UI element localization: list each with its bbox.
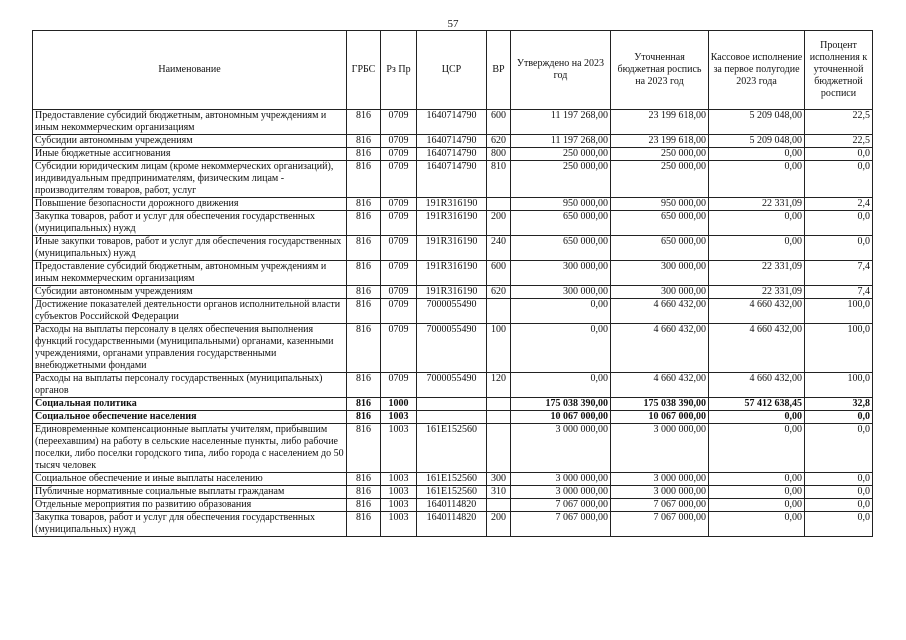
cell-vr: 310 <box>487 486 511 499</box>
cell-percent: 0,0 <box>805 211 873 236</box>
cell-approved: 0,00 <box>511 299 611 324</box>
cell-name: Социальное обеспечение и иные выплаты населению <box>33 473 347 486</box>
cell-cash: 0,00 <box>709 473 805 486</box>
cell-name: Субсидии юридическим лицам (кроме некоммерческих организаций), индивидуальным предпринимателям, физическим лицам - производителям товаров, работ, услуг <box>33 161 347 198</box>
table-row <box>33 299 873 324</box>
table-header-row <box>33 31 873 110</box>
cell-csr: 161E152560 <box>417 473 487 486</box>
cell-grbs: 816 <box>347 148 381 161</box>
cell-grbs: 816 <box>347 261 381 286</box>
cell-csr: 1640714790 <box>417 161 487 198</box>
cell-grbs: 816 <box>347 161 381 198</box>
cell-approved: 3 000 000,00 <box>511 424 611 473</box>
cell-vr <box>487 398 511 411</box>
cell-rzpr: 0709 <box>381 373 417 398</box>
cell-percent: 7,4 <box>805 286 873 299</box>
cell-name: Единовременные компенсационные выплаты учителям, прибывшим (переехавшим) на работу в сельские населенные пункты, либо рабочие поселки, либо поселки городского типа, либо города с населением до 50 тысяч человек <box>33 424 347 473</box>
table-row <box>33 148 873 161</box>
header-cash: Кассовое исполнение за первое полугодие 2023 года <box>709 31 805 110</box>
cell-csr: 191R316190 <box>417 198 487 211</box>
cell-approved: 11 197 268,00 <box>511 135 611 148</box>
cell-refined: 10 067 000,00 <box>611 411 709 424</box>
cell-name: Достижение показателей деятельности органов исполнительной власти субъектов Российской Федерации <box>33 299 347 324</box>
cell-name: Расходы на выплаты персоналу в целях обеспечения выполнения функций государственными (муниципальными) органами, казенными учреждениями, органами управления государственными внебюджетными фондами <box>33 324 347 373</box>
cell-percent: 32,8 <box>805 398 873 411</box>
cell-grbs: 816 <box>347 373 381 398</box>
cell-cash: 22 331,09 <box>709 261 805 286</box>
cell-approved: 175 038 390,00 <box>511 398 611 411</box>
cell-rzpr: 1000 <box>381 398 417 411</box>
table-row <box>33 324 873 373</box>
header-percent: Процент исполнения к уточненной бюджетной росписи <box>805 31 873 110</box>
cell-approved: 250 000,00 <box>511 161 611 198</box>
cell-csr: 161E152560 <box>417 424 487 473</box>
cell-refined: 650 000,00 <box>611 211 709 236</box>
cell-percent: 7,4 <box>805 261 873 286</box>
cell-percent: 22,5 <box>805 110 873 135</box>
cell-csr: 191R316190 <box>417 261 487 286</box>
cell-name: Отдельные мероприятия по развитию образования <box>33 499 347 512</box>
cell-vr: 600 <box>487 261 511 286</box>
cell-grbs: 816 <box>347 499 381 512</box>
cell-rzpr: 1003 <box>381 512 417 537</box>
cell-refined: 650 000,00 <box>611 236 709 261</box>
cell-approved: 950 000,00 <box>511 198 611 211</box>
cell-approved: 300 000,00 <box>511 286 611 299</box>
header-grbs: ГРБС <box>347 31 381 110</box>
cell-rzpr: 1003 <box>381 499 417 512</box>
cell-name: Предоставление субсидий бюджетным, автономным учреждениям и иным некоммерческим организациям <box>33 261 347 286</box>
cell-approved: 250 000,00 <box>511 148 611 161</box>
table-row <box>33 411 873 424</box>
cell-refined: 175 038 390,00 <box>611 398 709 411</box>
cell-cash: 57 412 638,45 <box>709 398 805 411</box>
cell-cash: 0,00 <box>709 236 805 261</box>
cell-refined: 3 000 000,00 <box>611 424 709 473</box>
cell-approved: 650 000,00 <box>511 236 611 261</box>
cell-vr: 300 <box>487 473 511 486</box>
header-approved: Утверждено на 2023 год <box>511 31 611 110</box>
cell-percent: 0,0 <box>805 411 873 424</box>
cell-csr: 191R316190 <box>417 286 487 299</box>
cell-cash: 0,00 <box>709 148 805 161</box>
cell-name: Иные бюджетные ассигнования <box>33 148 347 161</box>
cell-vr: 620 <box>487 135 511 148</box>
cell-percent: 0,0 <box>805 486 873 499</box>
cell-cash: 22 331,09 <box>709 198 805 211</box>
cell-csr: 191R316190 <box>417 236 487 261</box>
cell-approved: 3 000 000,00 <box>511 473 611 486</box>
cell-rzpr: 0709 <box>381 148 417 161</box>
cell-grbs: 816 <box>347 286 381 299</box>
cell-csr <box>417 398 487 411</box>
cell-percent: 0,0 <box>805 424 873 473</box>
cell-csr: 7000055490 <box>417 324 487 373</box>
cell-refined: 23 199 618,00 <box>611 135 709 148</box>
cell-grbs: 816 <box>347 411 381 424</box>
cell-refined: 250 000,00 <box>611 161 709 198</box>
header-vr: ВР <box>487 31 511 110</box>
cell-approved: 3 000 000,00 <box>511 486 611 499</box>
cell-percent: 0,0 <box>805 473 873 486</box>
cell-csr: 161E152560 <box>417 486 487 499</box>
cell-cash: 0,00 <box>709 411 805 424</box>
cell-grbs: 816 <box>347 110 381 135</box>
cell-name: Закупка товаров, работ и услуг для обеспечения государственных (муниципальных) нужд <box>33 512 347 537</box>
cell-percent: 22,5 <box>805 135 873 148</box>
cell-grbs: 816 <box>347 198 381 211</box>
cell-name: Публичные нормативные социальные выплаты гражданам <box>33 486 347 499</box>
cell-refined: 300 000,00 <box>611 261 709 286</box>
cell-rzpr: 0709 <box>381 324 417 373</box>
cell-csr: 1640114820 <box>417 499 487 512</box>
cell-csr: 7000055490 <box>417 373 487 398</box>
table-row <box>33 135 873 148</box>
cell-grbs: 816 <box>347 398 381 411</box>
cell-approved: 7 067 000,00 <box>511 499 611 512</box>
cell-rzpr: 0709 <box>381 261 417 286</box>
cell-rzpr: 1003 <box>381 473 417 486</box>
header-rzpr: Рз Пр <box>381 31 417 110</box>
table-row <box>33 261 873 286</box>
cell-vr <box>487 424 511 473</box>
cell-vr: 200 <box>487 512 511 537</box>
cell-csr: 1640714790 <box>417 110 487 135</box>
cell-vr: 100 <box>487 324 511 373</box>
cell-grbs: 816 <box>347 473 381 486</box>
table-row <box>33 398 873 411</box>
cell-cash: 4 660 432,00 <box>709 299 805 324</box>
cell-approved: 650 000,00 <box>511 211 611 236</box>
table-row <box>33 486 873 499</box>
cell-csr: 1640714790 <box>417 135 487 148</box>
cell-rzpr: 0709 <box>381 110 417 135</box>
cell-cash: 4 660 432,00 <box>709 324 805 373</box>
cell-approved: 7 067 000,00 <box>511 512 611 537</box>
table-row <box>33 424 873 473</box>
cell-refined: 3 000 000,00 <box>611 486 709 499</box>
cell-cash: 5 209 048,00 <box>709 110 805 135</box>
header-csr: ЦСР <box>417 31 487 110</box>
cell-cash: 5 209 048,00 <box>709 135 805 148</box>
table-row <box>33 473 873 486</box>
cell-name: Субсидии автономным учреждениям <box>33 135 347 148</box>
cell-percent: 0,0 <box>805 161 873 198</box>
cell-refined: 4 660 432,00 <box>611 324 709 373</box>
table-row <box>33 499 873 512</box>
cell-rzpr: 0709 <box>381 286 417 299</box>
cell-percent: 0,0 <box>805 148 873 161</box>
cell-vr: 200 <box>487 211 511 236</box>
cell-name: Расходы на выплаты персоналу государственных (муниципальных) органов <box>33 373 347 398</box>
cell-grbs: 816 <box>347 424 381 473</box>
cell-rzpr: 0709 <box>381 198 417 211</box>
budget-table <box>32 30 873 537</box>
cell-vr: 800 <box>487 148 511 161</box>
cell-refined: 3 000 000,00 <box>611 473 709 486</box>
cell-vr <box>487 499 511 512</box>
cell-percent: 100,0 <box>805 324 873 373</box>
cell-rzpr: 1003 <box>381 424 417 473</box>
cell-rzpr: 0709 <box>381 161 417 198</box>
cell-percent: 0,0 <box>805 499 873 512</box>
cell-vr: 240 <box>487 236 511 261</box>
cell-name: Повышение безопасности дорожного движения <box>33 198 347 211</box>
cell-cash: 4 660 432,00 <box>709 373 805 398</box>
cell-approved: 11 197 268,00 <box>511 110 611 135</box>
cell-csr <box>417 411 487 424</box>
cell-name: Закупка товаров, работ и услуг для обеспечения государственных (муниципальных) нужд <box>33 211 347 236</box>
cell-vr: 120 <box>487 373 511 398</box>
cell-cash: 0,00 <box>709 161 805 198</box>
table-row <box>33 161 873 198</box>
cell-vr <box>487 198 511 211</box>
cell-name: Субсидии автономным учреждениям <box>33 286 347 299</box>
page-number: 57 <box>447 18 459 30</box>
cell-grbs: 816 <box>347 486 381 499</box>
cell-cash: 22 331,09 <box>709 286 805 299</box>
cell-percent: 100,0 <box>805 373 873 398</box>
cell-refined: 250 000,00 <box>611 148 709 161</box>
cell-grbs: 816 <box>347 512 381 537</box>
header-name: Наименование <box>33 31 347 110</box>
table-row <box>33 211 873 236</box>
cell-approved: 0,00 <box>511 373 611 398</box>
cell-name: Иные закупки товаров, работ и услуг для обеспечения государственных (муниципальных) нужд <box>33 236 347 261</box>
cell-refined: 7 067 000,00 <box>611 512 709 537</box>
cell-name: Предоставление субсидий бюджетным, автономным учреждениям и иным некоммерческим организациям <box>33 110 347 135</box>
cell-refined: 23 199 618,00 <box>611 110 709 135</box>
table-row <box>33 286 873 299</box>
cell-refined: 300 000,00 <box>611 286 709 299</box>
cell-refined: 4 660 432,00 <box>611 373 709 398</box>
cell-cash: 0,00 <box>709 486 805 499</box>
cell-rzpr: 0709 <box>381 299 417 324</box>
header-refined: Уточненная бюджетная роспись на 2023 год <box>611 31 709 110</box>
table-row <box>33 198 873 211</box>
table-body <box>33 110 873 537</box>
cell-cash: 0,00 <box>709 211 805 236</box>
table-row <box>33 110 873 135</box>
cell-grbs: 816 <box>347 299 381 324</box>
cell-csr: 191R316190 <box>417 211 487 236</box>
cell-rzpr: 1003 <box>381 411 417 424</box>
cell-cash: 0,00 <box>709 499 805 512</box>
cell-vr <box>487 411 511 424</box>
cell-rzpr: 0709 <box>381 211 417 236</box>
cell-vr: 600 <box>487 110 511 135</box>
cell-cash: 0,00 <box>709 512 805 537</box>
cell-name: Социальная политика <box>33 398 347 411</box>
cell-percent: 100,0 <box>805 299 873 324</box>
cell-csr: 1640714790 <box>417 148 487 161</box>
cell-vr: 810 <box>487 161 511 198</box>
cell-refined: 950 000,00 <box>611 198 709 211</box>
cell-rzpr: 0709 <box>381 135 417 148</box>
cell-cash: 0,00 <box>709 424 805 473</box>
cell-approved: 10 067 000,00 <box>511 411 611 424</box>
cell-grbs: 816 <box>347 324 381 373</box>
cell-refined: 7 067 000,00 <box>611 499 709 512</box>
cell-csr: 7000055490 <box>417 299 487 324</box>
cell-vr <box>487 299 511 324</box>
cell-rzpr: 1003 <box>381 486 417 499</box>
table-row <box>33 373 873 398</box>
cell-grbs: 816 <box>347 236 381 261</box>
table-row <box>33 236 873 261</box>
cell-percent: 0,0 <box>805 236 873 261</box>
cell-rzpr: 0709 <box>381 236 417 261</box>
cell-vr: 620 <box>487 286 511 299</box>
cell-approved: 0,00 <box>511 324 611 373</box>
cell-csr: 1640114820 <box>417 512 487 537</box>
cell-approved: 300 000,00 <box>511 261 611 286</box>
cell-refined: 4 660 432,00 <box>611 299 709 324</box>
cell-percent: 0,0 <box>805 512 873 537</box>
cell-name: Социальное обеспечение населения <box>33 411 347 424</box>
cell-percent: 2,4 <box>805 198 873 211</box>
cell-grbs: 816 <box>347 211 381 236</box>
table-row <box>33 512 873 537</box>
cell-grbs: 816 <box>347 135 381 148</box>
